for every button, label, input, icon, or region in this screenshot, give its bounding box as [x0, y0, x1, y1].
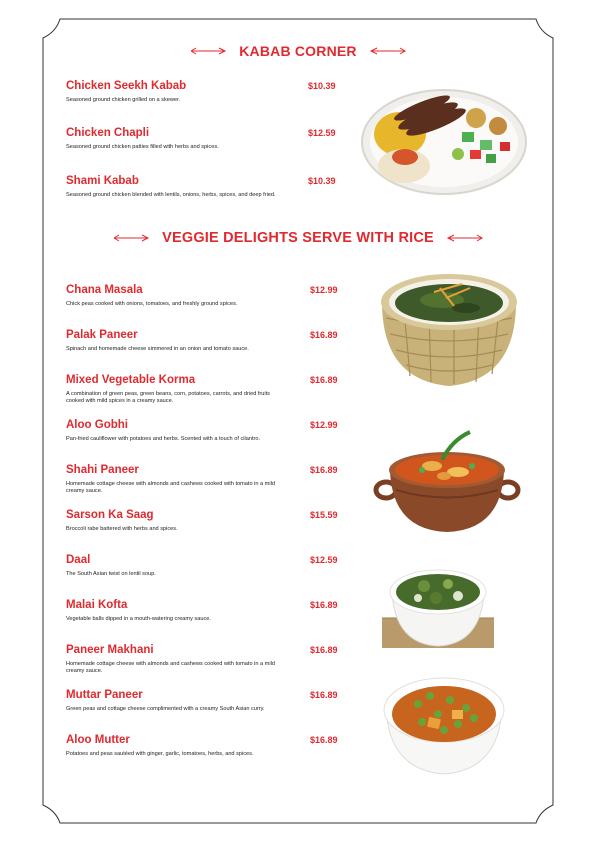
item-price: $16.89 — [310, 600, 338, 610]
menu-item-shahi-paneer — [66, 463, 296, 495]
right-arrow-ornament-icon — [369, 47, 407, 55]
menu-item-palak-paneer — [66, 328, 296, 353]
item-price: $16.89 — [310, 330, 338, 340]
item-description: Spinach and homemade cheese simmered in an onion and tomato sauce. — [66, 346, 249, 352]
palak-basket-bowl-image — [374, 262, 524, 390]
item-price: $12.99 — [310, 285, 338, 295]
item-description: Vegetable balls dipped in a mouth-watering creamy sauce. — [66, 616, 211, 622]
item-name: Chicken Chapli — [66, 127, 150, 139]
item-price: $15.59 — [310, 510, 338, 520]
item-description: Seasoned ground chicken blended with lentils, onions, herbs, spices, and deep fried. — [66, 192, 276, 198]
left-arrow-ornament-icon — [189, 47, 227, 55]
item-description: Homemade cottage cheese with almonds and cashews cooked with tomato in a mild creamy sauce. — [66, 661, 275, 674]
item-description: Pan-fried cauliflower with potatoes and herbs. Scented with a touch of cilantro. — [66, 436, 261, 442]
menu-item-mixed-vegetable-korma — [66, 373, 296, 405]
item-price: $12.59 — [308, 128, 336, 138]
item-price: $12.99 — [310, 420, 338, 430]
left-arrow-ornament-icon — [112, 234, 150, 242]
item-name: Shahi Paneer — [66, 464, 139, 476]
menu-item-chana-masala — [66, 283, 296, 308]
item-description: Broccoli rabe battered with herbs and spices. — [66, 526, 178, 532]
item-name: Palak Paneer — [66, 329, 138, 341]
item-price: $16.89 — [310, 690, 338, 700]
item-price: $10.39 — [308, 81, 336, 91]
section-title-veggie-delights — [0, 229, 596, 247]
item-price: $12.59 — [310, 555, 338, 565]
aloo-mutter-bowl-image — [378, 670, 510, 778]
curry-copper-bowl-image — [372, 430, 522, 536]
item-name: Daal — [66, 554, 91, 566]
item-description: Homemade cottage cheese with almonds and cashews cooked with tomato in a mild creamy sauce. — [66, 481, 275, 494]
item-name: Sarson Ka Saag — [66, 509, 154, 521]
menu-item-chicken-seekh-kabab — [66, 79, 296, 104]
menu-item-malai-kofta — [66, 598, 296, 623]
item-price: $16.89 — [310, 375, 338, 385]
menu-item-sarson-ka-saag — [66, 508, 296, 533]
item-description: The South Asian twist on lentil soup. — [66, 571, 156, 577]
kabab-platter-image — [358, 58, 528, 198]
item-name: Malai Kofta — [66, 599, 128, 611]
item-name: Chicken Seekh Kabab — [66, 80, 187, 92]
item-name: Aloo Gobhi — [66, 419, 128, 431]
item-description: Seasoned ground chicken patties filled with herbs and spices. — [66, 144, 219, 150]
item-price: $16.89 — [310, 735, 338, 745]
menu-item-muttar-paneer — [66, 688, 296, 713]
item-price: $10.39 — [308, 176, 336, 186]
right-arrow-ornament-icon — [446, 234, 484, 242]
section-title-text: VEGGIE DELIGHTS SERVE WITH RICE — [162, 230, 434, 246]
item-description: Seasoned ground chicken grilled on a skewer. — [66, 97, 181, 103]
item-description: Chick peas cooked with onions, tomatoes, and freshly ground spices. — [66, 301, 238, 307]
menu-item-paneer-makhani — [66, 643, 296, 675]
saag-bowl-image — [376, 556, 500, 654]
menu-item-daal — [66, 553, 296, 578]
item-name: Chana Masala — [66, 284, 143, 296]
item-description: A combination of green peas, green beans, corn, potatoes, carrots, and dried fruits cooked with mild spices in a creamy sauce. — [66, 391, 270, 404]
item-name: Mixed Vegetable Korma — [66, 374, 196, 386]
section-title-text: KABAB CORNER — [239, 43, 357, 59]
item-price: $16.89 — [310, 645, 338, 655]
menu-item-aloo-mutter — [66, 733, 296, 758]
item-description: Green peas and cottage cheese complimented with a creamy South Asian curry. — [66, 706, 265, 712]
menu-item-shami-kabab — [66, 174, 296, 199]
item-name: Aloo Mutter — [66, 734, 130, 746]
item-description: Potatoes and peas sautéed with ginger, garlic, tomatoes, herbs, and spices. — [66, 751, 254, 757]
menu-item-aloo-gobhi — [66, 418, 296, 443]
item-name: Muttar Paneer — [66, 689, 143, 701]
item-name: Shami Kabab — [66, 175, 139, 187]
menu-item-chicken-chapli — [66, 126, 296, 151]
item-name: Paneer Makhani — [66, 644, 154, 656]
item-price: $16.89 — [310, 465, 338, 475]
